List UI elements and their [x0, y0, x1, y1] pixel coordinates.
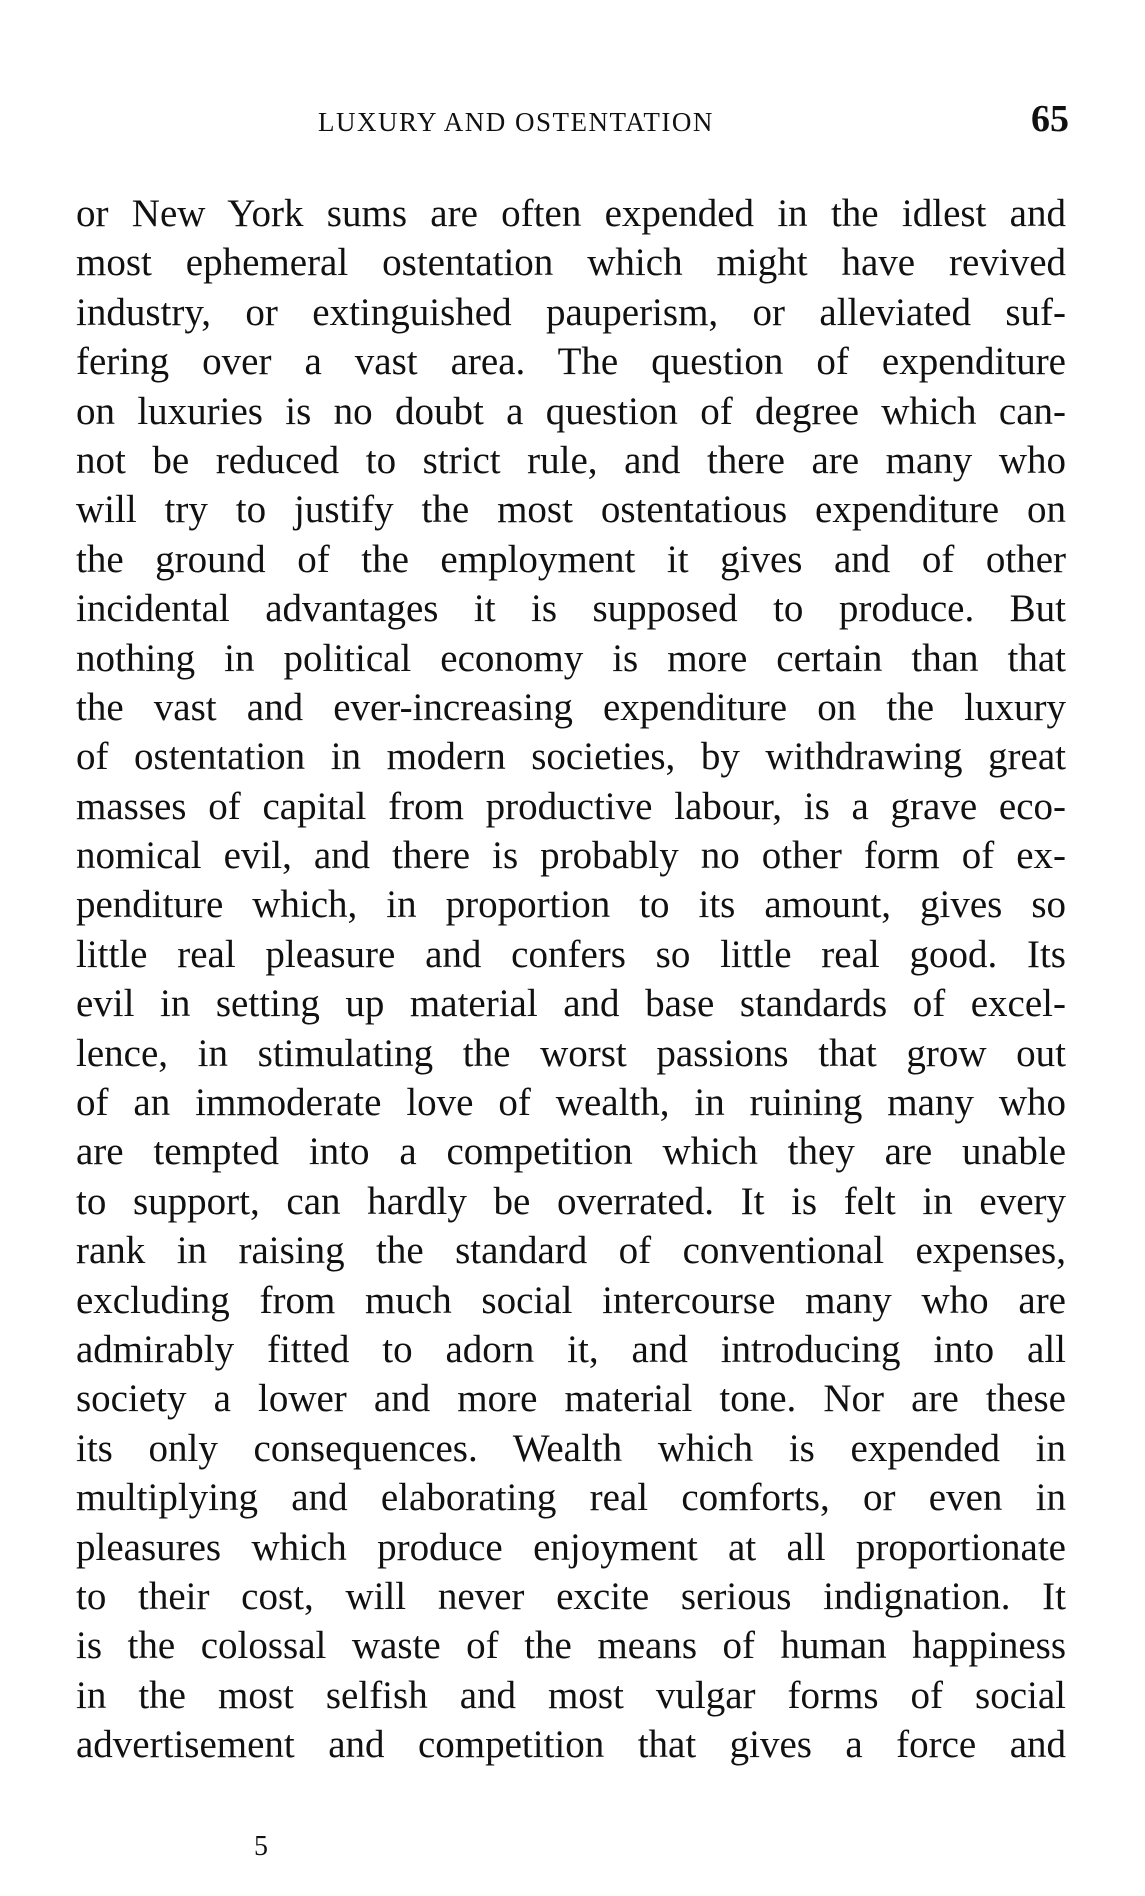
text-line: the ground of the employment it gives and of other [76, 537, 1066, 581]
text-line: most ephemeral ostentation which might have revived [76, 241, 1066, 285]
body-paragraph [76, 189, 1066, 1770]
text-line: multiplying and elaborating real comforts, or even in [76, 1476, 1066, 1520]
running-head-title: LUXURY AND OSTENTATION [318, 107, 714, 137]
signature-mark: 5 [254, 1831, 268, 1862]
text-line: little real pleasure and confers so little real good. Its [76, 932, 1066, 976]
text-line: advertisement and competition that gives a force and [76, 1723, 1066, 1767]
text-line: are tempted into a competition which they are unable [76, 1130, 1066, 1174]
text-line: penditure which, in proportion to its amount, gives so [76, 883, 1066, 927]
text-line: of ostentation in modern societies, by withdrawing great [76, 735, 1066, 779]
text-line: not be reduced to strict rule, and there are many who [76, 438, 1066, 482]
text-line: society a lower and more material tone. Nor are these [76, 1377, 1066, 1421]
text-line: excluding from much social intercourse many who are [76, 1278, 1066, 1322]
text-line: or New York sums are often expended in the idlest and [76, 192, 1066, 235]
text-line: pleasures which produce enjoyment at all proportionate [76, 1525, 1066, 1569]
text-line: its only consequences. Wealth which is expended in [76, 1426, 1066, 1470]
text-line: to their cost, will never excite serious indignation. It [76, 1574, 1066, 1618]
text-line: industry, or extinguished pauperism, or alleviated suf- [76, 290, 1066, 334]
text-line: is the colossal waste of the means of human happiness [76, 1624, 1066, 1668]
text-line: to support, can hardly be overrated. It is felt in every [76, 1179, 1066, 1223]
text-line: the vast and ever-increasing expenditure on the luxury [76, 685, 1066, 729]
text-line: fering over a vast area. The question of expenditure [76, 340, 1066, 384]
text-line: lence, in stimulating the worst passions that grow out [76, 1031, 1066, 1075]
text-line: in the most selfish and most vulgar forms of social [76, 1673, 1066, 1717]
text-line: rank in raising the standard of conventional expenses, [76, 1229, 1066, 1273]
text-line: of an immoderate love of wealth, in ruining many who [76, 1081, 1066, 1125]
text-line: incidental advantages it is supposed to produce. But [76, 587, 1066, 631]
text-line: nothing in political economy is more certain than that [76, 636, 1066, 680]
text-line: on luxuries is no doubt a question of degree which can- [76, 389, 1066, 433]
text-line: admirably fitted to adorn it, and introducing into all [76, 1327, 1066, 1371]
text-line: nomical evil, and there is probably no other form of ex- [76, 834, 1066, 878]
text-line: will try to justify the most ostentatious expenditure on [76, 488, 1066, 532]
text-line: masses of capital from productive labour, is a grave eco- [76, 784, 1066, 828]
text-line: evil in setting up material and base standards of excel- [76, 982, 1066, 1026]
page-number: 65 [1031, 98, 1069, 140]
